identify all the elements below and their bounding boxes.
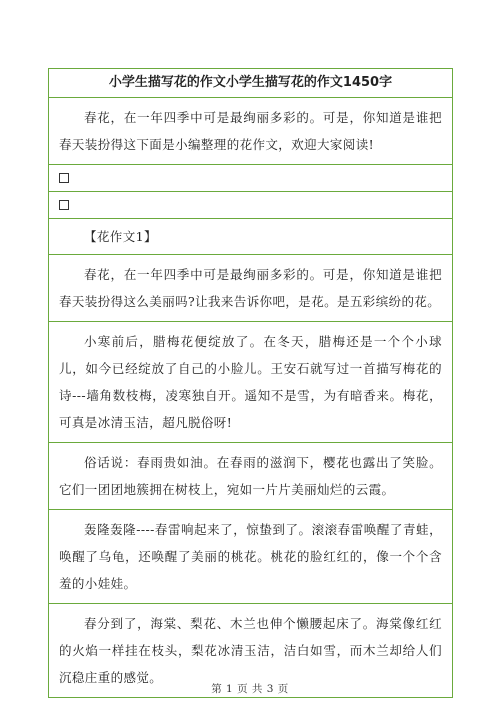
empty-row-2 [49,192,452,219]
paragraph-1: 春花，在一年四季中可是最绚丽多彩的。可是，你知道是谁把春天装扮得这么美丽吗?让我来告诉你吧，是花。是五彩缤纷的花。 [49,255,452,322]
document-title: 小学生描写花的作文小学生描写花的作文1450字 [49,69,452,98]
paragraph-3: 俗话说：春雨贵如油。在春雨的滋润下，樱花也露出了笑脸。它们一团团地簇拥在树枝上，宛如一片片美丽灿烂的云霞。 [49,443,452,510]
paragraph-2: 小寒前后，腊梅花便绽放了。在冬天，腊梅还是一个个小球儿，如今已经绽放了自己的小脸儿。王安石就写过一首描写梅花的诗---墙角数枝梅，凌寒独自开。遥知不是雪，为有暗香来。梅花，可真是冰清玉洁，超凡脱俗呀! [49,322,452,443]
checkbox-icon [59,173,69,183]
document-table [48,68,453,698]
empty-row-1 [49,165,452,192]
paragraph-5: 春分到了，海棠、梨花、木兰也伸个懒腰起床了。海棠像红红的火焰一样挂在枝头，梨花冰清玉洁，洁白如雪，而木兰却给人们沉稳庄重的感觉。 [59,616,442,685]
intro-paragraph: 春花，在一年四季中可是最绚丽多彩的。可是，你知道是谁把春天装扮得这下面是小编整理的花作文，欢迎大家阅读! [49,98,452,165]
page-footer: 第 1 页 共 3 页 [211,683,289,695]
section-heading: 【花作文1】 [49,219,452,255]
checkbox-icon [59,200,69,210]
paragraph-4: 轰隆轰隆----春雷响起来了，惊蛰到了。滚滚春雷唤醒了青蛙，唤醒了乌龟，还唤醒了美丽的桃花。桃花的脸红红的，像一个个含羞的小娃娃。 [49,510,452,604]
